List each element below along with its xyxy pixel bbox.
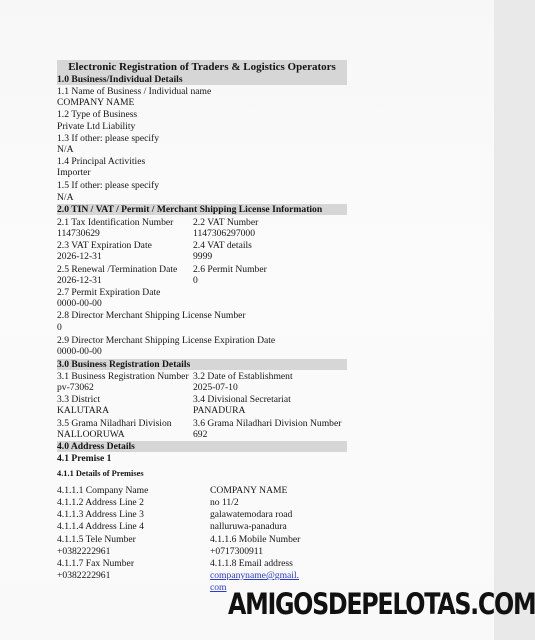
field-label: 3.6 Grama Niladhari Division Number	[193, 418, 342, 429]
field-value: pv-73062	[57, 382, 94, 393]
field-label: 4.1.1.7 Fax Number	[57, 558, 135, 569]
field-label: 4.1.1.8 Email address	[210, 558, 293, 569]
field-label: 2.2 VAT Number	[193, 217, 259, 228]
field-value: 0000-00-00	[57, 298, 102, 309]
field-value: 114730629	[57, 228, 100, 239]
field-value: 0	[193, 275, 198, 286]
field-label: 2.3 VAT Expiration Date	[57, 240, 152, 251]
field-label: 2.4 VAT details	[193, 240, 252, 251]
field-value: PANADURA	[193, 405, 246, 416]
email-link-continued[interactable]: com	[210, 582, 227, 593]
field-value: +0382222961	[57, 570, 111, 581]
section-3-heading: 3.0 Business Registration Details	[57, 359, 347, 370]
field-value: 1147306297000	[193, 228, 256, 239]
field-label: 3.3 District	[57, 394, 101, 405]
address-row-value: COMPANY NAME	[210, 485, 288, 496]
field-value: 2025-07-10	[193, 382, 238, 393]
field-label: 1.5 If other: please specify	[57, 180, 160, 191]
field-value: 0	[57, 322, 62, 333]
premise-subheading: 4.1.1 Details of Premises	[57, 469, 144, 478]
field-value: +0382222961	[57, 546, 111, 557]
field-label: 2.1 Tax Identification Number	[57, 217, 174, 228]
field-label: 2.9 Director Merchant Shipping License Expiration Date	[57, 335, 276, 346]
field-label: 1.2 Type of Business	[57, 109, 138, 120]
field-label: 2.6 Permit Number	[193, 264, 267, 275]
address-row-value: galawatemodara road	[210, 509, 293, 520]
field-value: Private Ltd Liability	[57, 121, 136, 132]
document-title: Electronic Registration of Traders & Logistics Operators	[57, 60, 347, 74]
email-link[interactable]: companyname@gmail.	[210, 570, 300, 581]
field-label: 1.4 Principal Activities	[57, 156, 146, 167]
field-label: 3.2 Date of Establishment	[193, 371, 293, 382]
field-value: COMPANY NAME	[57, 97, 135, 108]
field-label: 3.5 Grama Niladhari Division	[57, 418, 172, 429]
address-row-label: 4.1.1.1 Company Name	[57, 485, 149, 496]
field-value: +0717300911	[210, 546, 264, 557]
field-label: 1.3 If other: please specify	[57, 133, 160, 144]
field-value: 2026-12-31	[57, 251, 102, 262]
field-label: 2.7 Permit Expiration Date	[57, 287, 161, 298]
field-value: Importer	[57, 167, 91, 178]
field-value: N/A	[57, 144, 74, 155]
field-label: 4.1.1.6 Mobile Number	[210, 534, 301, 545]
address-row-label: 4.1.1.2 Address Line 2	[57, 497, 144, 508]
field-label: 3.4 Divisional Secretariat	[193, 394, 291, 405]
address-row-value: nalluruwa-panadura	[210, 521, 287, 532]
address-row-value: no 11/2	[210, 497, 239, 508]
field-label: 4.1.1.5 Tele Number	[57, 534, 136, 545]
field-label: 1.1 Name of Business / Individual name	[57, 86, 212, 97]
field-value: 9999	[193, 251, 213, 262]
field-label: 2.5 Renewal /Termination Date	[57, 264, 178, 275]
section-2-heading: 2.0 TIN / VAT / Permit / Merchant Shipping License Information	[57, 204, 347, 215]
field-value: KALUTARA	[57, 405, 109, 416]
field-value: 0000-00-00	[57, 346, 102, 357]
watermark: AMIGOSDEPELOTAS.COM	[228, 587, 535, 621]
field-value: 2026-12-31	[57, 275, 102, 286]
field-label: 2.8 Director Merchant Shipping License Number	[57, 310, 246, 321]
section-1-heading: 1.0 Business/Individual Details	[57, 74, 347, 85]
field-value: NALLOORUWA	[57, 429, 125, 440]
section-4-heading: 4.0 Address Details	[57, 441, 347, 452]
address-row-label: 4.1.1.3 Address Line 3	[57, 509, 144, 520]
field-value: N/A	[57, 192, 74, 203]
field-value: 692	[193, 429, 208, 440]
field-label: 3.1 Business Registration Number	[57, 371, 189, 382]
premise-heading: 4.1 Premise 1	[57, 453, 112, 464]
address-row-label: 4.1.1.4 Address Line 4	[57, 521, 144, 532]
